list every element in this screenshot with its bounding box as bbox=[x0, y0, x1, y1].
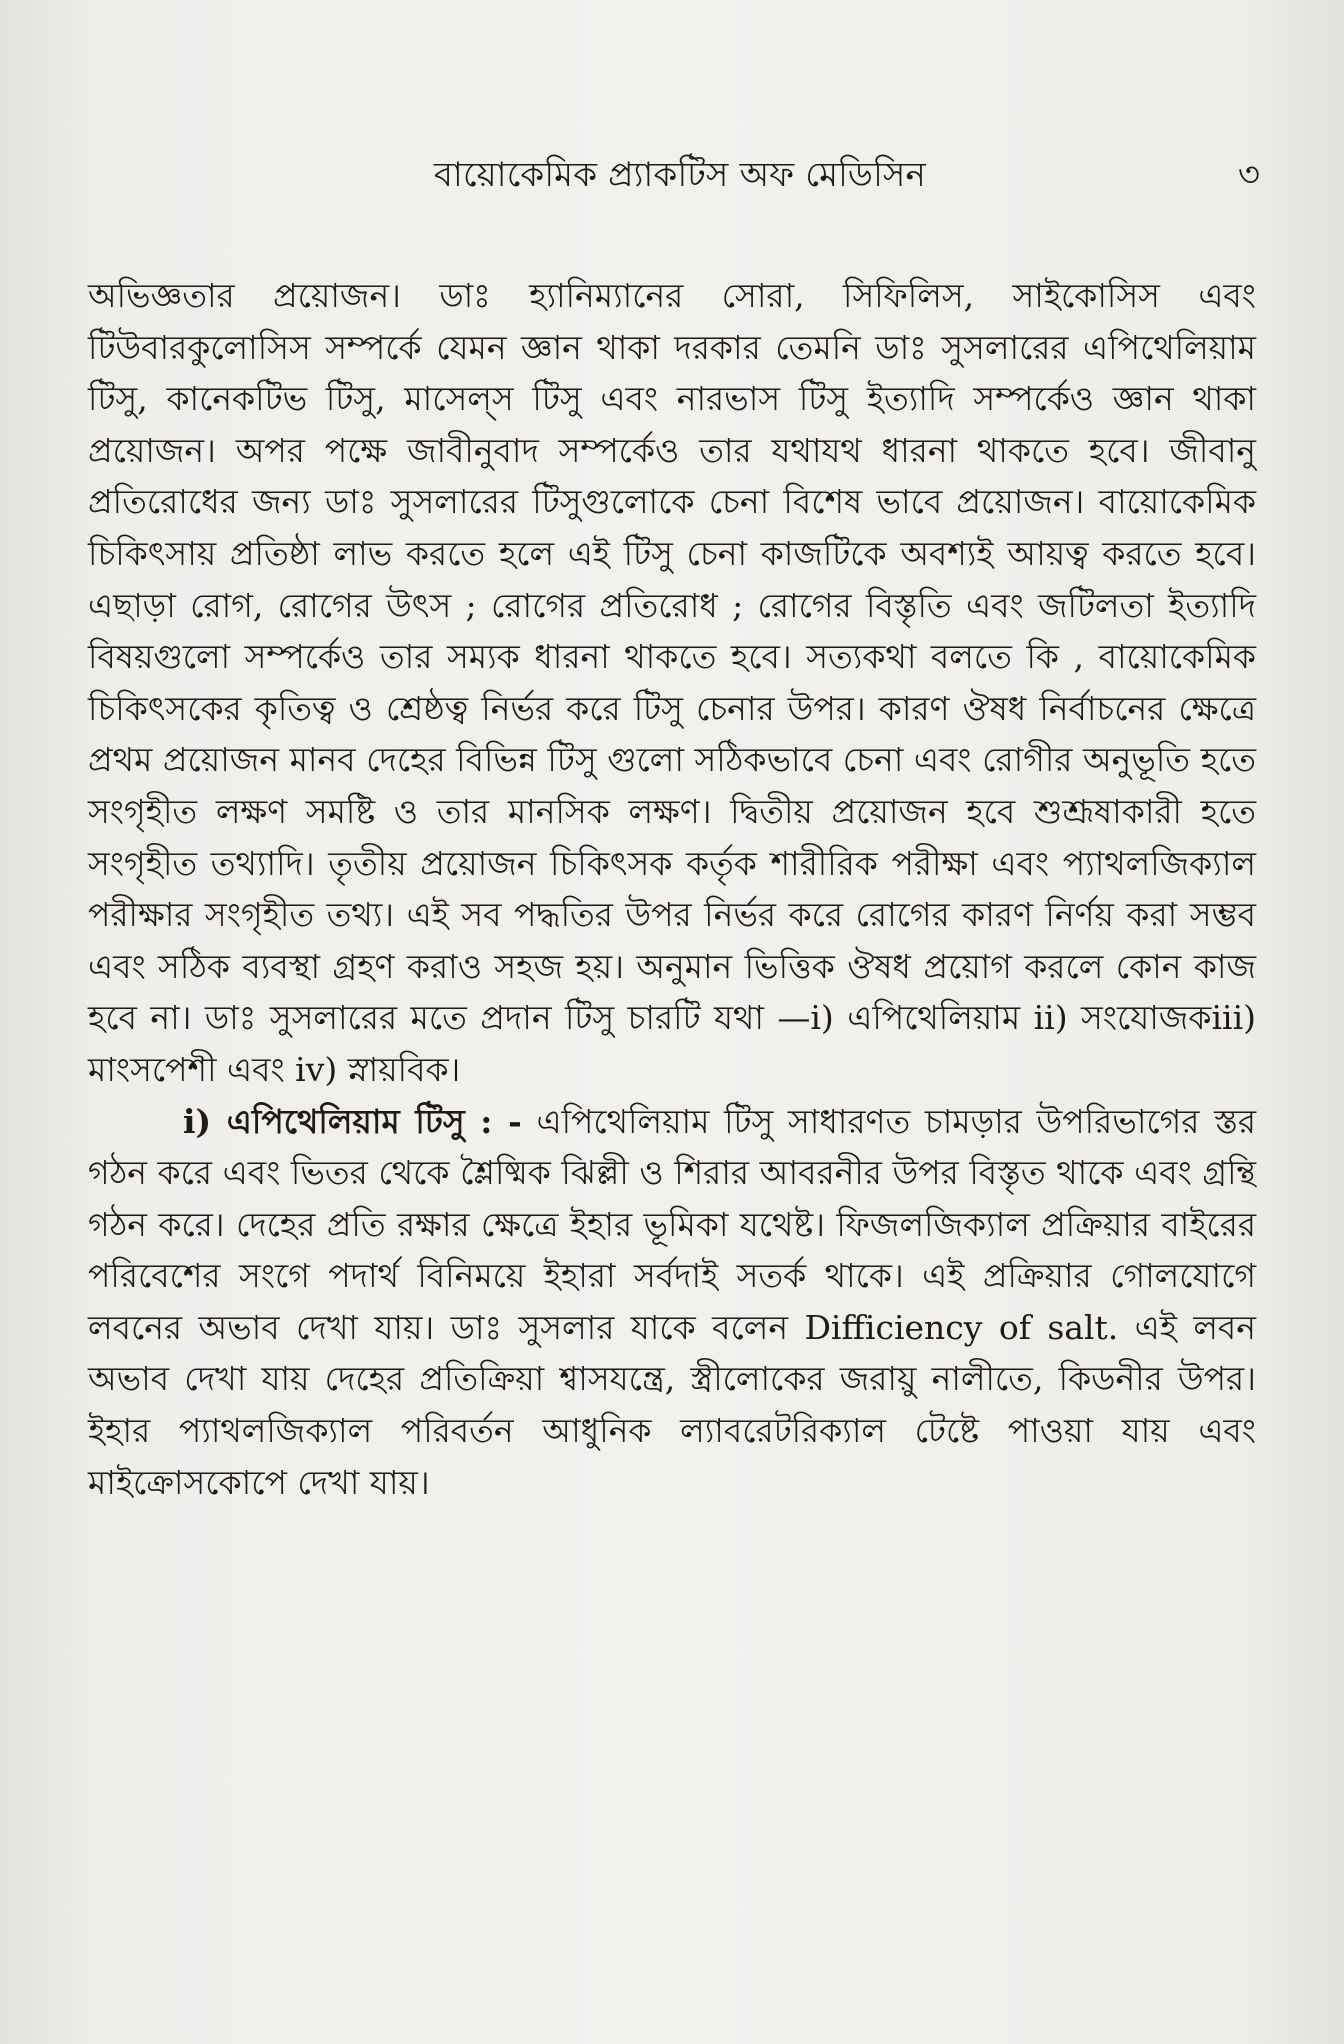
page-number: ৩ bbox=[1237, 155, 1260, 195]
section-text: এপিথেলিয়াম টিসু সাধারণত চামড়ার উপরিভাগের স্তর গঠন করে এবং ভিতর থেকে শ্লৈষ্মিক ঝিল্লী ও শিরার আবরনীর উপর বিস্তৃত থাকে এবং গ্রন্থি গঠন করে। দেহের প্রতি রক্ষার ক্ষেত্রে ইহার ভূমিকা যথেষ্ট। ফিজলজিক্যাল প্রক্রিয়ার বাইরের পরিবেশের সংগে পদার্থ বিনিময়ে ইহারা সর্বদাই সতর্ক থাকে। এই প্রক্রিয়ার গোলযোগে লবনের অভাব দেখা যায়। ডাঃ সুসলার যাকে বলেন Difficiency of salt. এই লবন অভাব দেখা যায় দেহের প্রতিক্রিয়া শ্বাসযন্ত্রে, স্ত্রীলোকের জরায়ু নালীতে, কিডনীর উপর। ইহার প্যাথলজিক্যাল পরিবর্তন আধুনিক ল্যাবরেটরিক্যাল টেষ্টে পাওয়া যায় এবং মাইক্রোসকোপে দেখা যায়। bbox=[88, 1101, 1256, 1502]
section-paragraph bbox=[88, 1096, 1256, 1509]
section-heading: i) এপিথেলিয়াম টিসু : - bbox=[183, 1101, 522, 1141]
page-header bbox=[90, 150, 1270, 210]
page-body bbox=[88, 270, 1256, 1508]
body-paragraph: অভিজ্ঞতার প্রয়োজন। ডাঃ হ্যানিম্যানের সোরা, সিফিলিস, সাইকোসিস এবং টিউবারকুলোসিস সম্পর্কে যেমন জ্ঞান থাকা দরকার তেমনি ডাঃ সুসলারের এপিথেলিয়াম টিসু, কানেকটিভ টিসু, মাসেল্স টিসু এবং নারভাস টিসু ইত্যাদি সম্পর্কেও জ্ঞান থাকা প্রয়োজন। অপর পক্ষে জাবীনুবাদ সম্পর্কেও তার যথাযথ ধারনা থাকতে হবে। জীবানু প্রতিরোধের জন্য ডাঃ সুসলারের টিসুগুলোকে চেনা বিশেষ ভাবে প্রয়োজন। বায়োকেমিক চিকিৎসায় প্রতিষ্ঠা লাভ করতে হলে এই টিসু চেনা কাজটিকে অবশ্যই আয়ত্ব করতে হবে। এছাড়া রোগ, রোগের উৎস ; রোগের প্রতিরোধ ; রোগের বিস্তৃতি এবং জটিলতা ইত্যাদি বিষয়গুলো সম্পর্কেও তার সম্যক ধারনা থাকতে হবে। সত্যকথা বলতে কি , বায়োকেমিক চিকিৎসকের কৃতিত্ব ও শ্রেষ্ঠত্ব নির্ভর করে টিসু চেনার উপর। কারণ ঔষধ নির্বাচনের ক্ষেত্রে প্রথম প্রয়োজন মানব দেহের বিভিন্ন টিসু গুলো সঠিকভাবে চেনা এবং রোগীর অনুভূতি হতে সংগৃহীত লক্ষণ সমষ্টি ও তার মানসিক লক্ষণ। দ্বিতীয় প্রয়োজন হবে শুশ্রূষাকারী হতে সংগৃহীত তথ্যাদি। তৃতীয় প্রয়োজন চিকিৎসক কর্তৃক শারীরিক পরীক্ষা এবং প্যাথলজিক্যাল পরীক্ষার সংগৃহীত তথ্য। এই সব পদ্ধতির উপর নির্ভর করে রোগের কারণ নির্ণয় করা সম্ভব এবং সঠিক ব্যবস্থা গ্রহণ করাও সহজ হয়। অনুমান ভিত্তিক ঔষধ প্রয়োগ করলে কোন কাজ হবে না। ডাঃ সুসলারের মতে প্রদান টিসু চারটি যথা —i) এপিথেলিয়াম ii) সংযোজকiii) মাংসপেশী এবং iv) স্নায়বিক। bbox=[88, 276, 1256, 1089]
running-title: বায়োকেমিক প্র্যাকটিস অফ মেডিসিন bbox=[434, 155, 926, 195]
